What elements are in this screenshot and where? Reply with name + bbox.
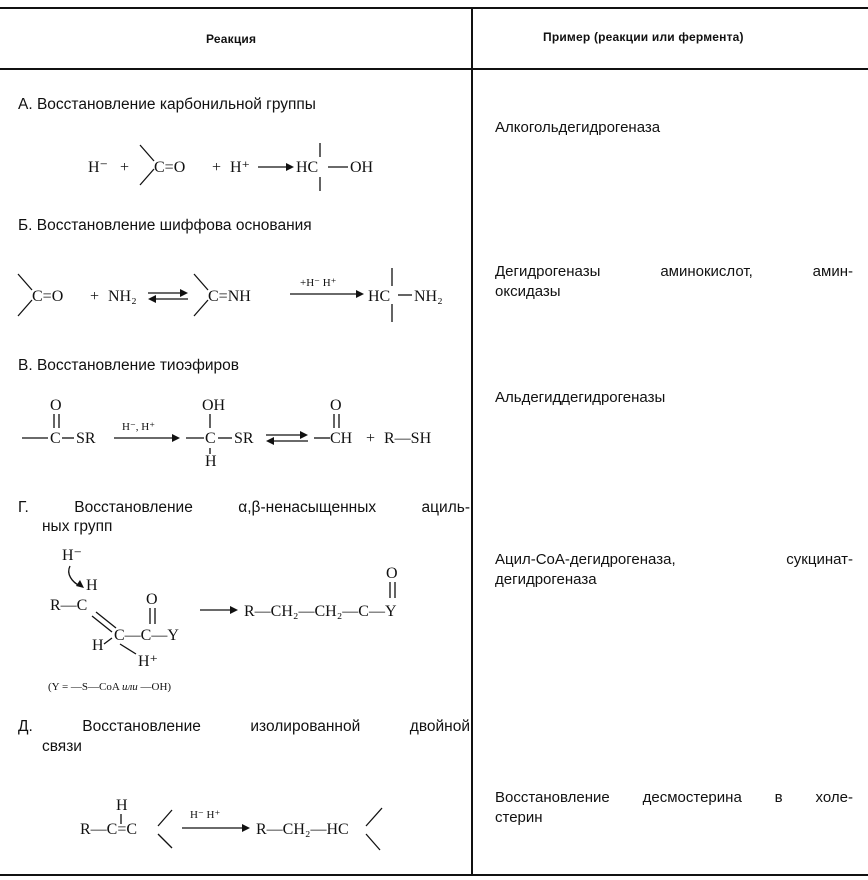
row-b-product-hc: HC — [368, 288, 391, 305]
row-c-oh: OH — [202, 397, 226, 414]
row-b-nh2: NH₂ — [108, 288, 137, 305]
row-d-h-top: H — [86, 577, 98, 594]
row-e-title-line-1: Д. Восстановление изолированной двойной — [18, 718, 470, 735]
row-b-reagent: +H⁻ H⁺ — [300, 277, 337, 289]
row-d-note-start: (Y = —S—CoA — [48, 681, 122, 693]
row-a-formula — [80, 135, 400, 195]
row-d-note — [48, 681, 171, 693]
row-a-product-hc: HC — [296, 159, 319, 176]
row-e-product: R—CH₂—HC — [256, 821, 349, 838]
header-bottom-rule — [0, 68, 868, 70]
row-d-example-line-1: Ацил-CoA-дегидрогеназа, сукцинат- — [495, 551, 853, 568]
row-a-example — [495, 118, 853, 138]
row-c-reagent: H⁻, H⁺ — [122, 421, 155, 433]
row-a-plus-2: + — [212, 159, 222, 176]
row-b-example-line-1: Дегидрогеназы аминокислот, амин- — [495, 263, 853, 280]
row-d-c-c-y: C—C—Y — [114, 627, 179, 644]
row-d-note-or: или — [121, 681, 138, 693]
row-b-formula — [14, 262, 454, 328]
row-d-example — [495, 550, 853, 590]
row-c-formula — [14, 392, 454, 468]
row-b-plus: + — [90, 288, 100, 305]
row-b-carbonyl: C=O — [32, 288, 64, 305]
row-d-product: R—CH₂—CH₂—C—Y — [244, 603, 397, 620]
row-d-note-end: —OH) — [137, 681, 172, 693]
row-e-r-c-c: R—C=C — [80, 821, 138, 838]
row-b-imine: C=NH — [208, 288, 251, 305]
row-a-h-plus: H⁺ — [230, 159, 250, 176]
row-d-o-2: O — [386, 565, 398, 582]
row-b-example — [495, 262, 853, 302]
row-d-h-minus: H⁻ — [62, 547, 82, 564]
row-c-r-sh: R—SH — [384, 430, 432, 447]
column-divider — [471, 7, 473, 876]
row-a-title: А. Восстановление карбонильной группы — [18, 96, 316, 113]
row-c-example-line-1: Альдегиддегидрогеназы — [495, 389, 666, 406]
row-c-o-2: O — [330, 397, 342, 414]
row-c-plus: + — [366, 430, 376, 447]
row-c-sr: SR — [76, 430, 96, 447]
row-e-h: H — [116, 797, 128, 814]
row-d-h-plus: H⁺ — [138, 653, 158, 670]
row-c-ch: CH — [330, 430, 353, 447]
row-c-h: H — [205, 453, 217, 470]
row-c-mid-carbon: C — [205, 430, 216, 447]
row-d-o: O — [146, 591, 158, 608]
row-e-reagent: H⁻ H⁺ — [190, 809, 221, 821]
row-c-sr-2: SR — [234, 430, 254, 447]
row-d-title-line-1: Г. Восстановление α,β-ненасыщенных ациль- — [18, 499, 470, 516]
row-c-o: O — [50, 397, 62, 414]
header-example: Пример (реакции или фермента) — [543, 30, 744, 44]
row-e-example — [495, 788, 853, 828]
row-e-example-line-1: Восстановление десмостерина в холе- — [495, 789, 853, 806]
row-a-h-minus: H⁻ — [88, 159, 108, 176]
row-e-title-line-2: связи — [42, 738, 82, 755]
table-top-rule — [0, 7, 868, 9]
row-a-carbonyl: C=O — [154, 159, 186, 176]
row-c-example — [495, 388, 853, 408]
row-b-example-line-2: оксидазы — [495, 283, 561, 300]
header-reaction: Реакция — [206, 32, 257, 46]
row-b-title: Б. Восстановление шиффова основания — [18, 217, 312, 234]
row-c-carbon: C — [50, 430, 61, 447]
row-d-r-c: R—C — [50, 597, 88, 614]
row-a-example-line-1: Алкогольдегидрогеназа — [495, 119, 661, 136]
row-a-plus-1: + — [120, 159, 130, 176]
row-d-h-left: H — [92, 637, 104, 654]
row-e-formula — [76, 794, 416, 854]
row-d-title-line-2: ных групп — [42, 518, 113, 535]
row-d-example-line-2: дегидрогеназа — [495, 571, 597, 588]
row-c-title: В. Восстановление тиоэфиров — [18, 357, 239, 374]
row-a-product-oh: OH — [350, 159, 374, 176]
row-e-example-line-2: стерин — [495, 809, 543, 826]
table-bottom-rule — [0, 874, 868, 876]
row-d-formula — [40, 540, 470, 698]
row-b-product-nh2: NH₂ — [414, 288, 443, 305]
